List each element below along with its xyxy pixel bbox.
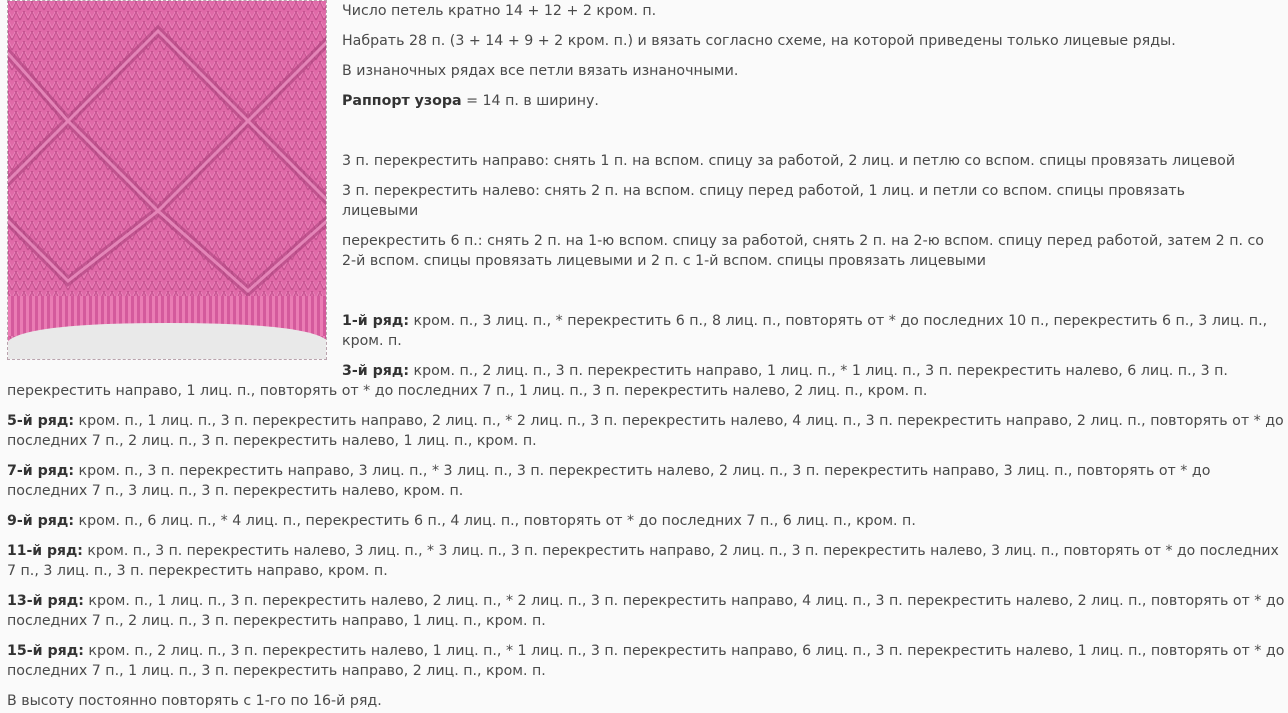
row-label: 5-й ряд: (7, 413, 75, 429)
knitting-swatch-photo (7, 0, 327, 360)
row-label: 1-й ряд: (342, 313, 410, 329)
row-text: кром. п., 3 лиц. п., * перекрестить 6 п., 8 лиц. п., повторять от * до последних 10 п., перекрестить 6 п., 3 лиц. п., (409, 313, 1268, 329)
row-label: 11-й ряд: (7, 543, 83, 559)
row-text: кром. п., 1 лиц. п., 3 п. перекрестить направо, 2 лиц. п., * 2 лиц. п., 3 п. перекрестить налево, 4 лиц. п., 3 п. перекрестить направо, 2 лиц. п., повторять от * до (74, 413, 1284, 429)
row-text: кром. п., 2 лиц. п., 3 п. перекрестить налево, 1 лиц. п., * 1 лиц. п., 3 п. перекрестить направо, 6 лиц. п., 3 п. перекрестить налево, 1 лиц. п., повторять от * до (83, 643, 1285, 659)
row-label: 7-й ряд: (7, 463, 75, 479)
stitch-count-text: Число петель кратно 14 + 12 + 2 кром. п. (342, 3, 657, 19)
row-9-line1 (7, 511, 916, 531)
legend-cross-left-line2: лицевыми (342, 203, 419, 219)
row-13-line2: последних 7 п., 2 лиц. п., 3 п. перекрестить направо, 1 лиц. п., кром. п. (7, 613, 546, 629)
legend-cross6-line1: перекрестить 6 п.: снять 2 п. на 1-ю вспом. спицу за работой, снять 2 п. на 2-ю вспом. спицу перед работой, затем 2 п. со (342, 233, 1264, 249)
row-label: 3-й ряд: (342, 363, 410, 379)
cast-on-text: Набрать 28 п. (3 + 14 + 9 + 2 кром. п.) и вязать согласно схеме, на которой приведены только лицевые ряды. (342, 33, 1176, 49)
row-13-line1 (7, 591, 1284, 611)
row-label: 15-й ряд: (7, 643, 84, 659)
row-1-line1 (342, 311, 1267, 331)
row-text: кром. п., 2 лиц. п., 3 п. перекрестить направо, 1 лиц. п., * 1 лиц. п., 3 п. перекрестить налево, 6 лиц. п., 3 п. (409, 363, 1228, 379)
row-7-line1 (7, 461, 1210, 481)
row-label: 13-й ряд: (7, 593, 84, 609)
legend-cross-left-line1: 3 п. перекрестить налево: снять 2 п. на вспом. спицу перед работой, 1 лиц. и петли со вспом. спицы провязать (342, 183, 1186, 199)
row-5-line1 (7, 411, 1284, 431)
row-5-line2: последних 7 п., 2 лиц. п., 3 п. перекрестить налево, 1 лиц. п., кром. п. (7, 433, 537, 449)
row-7-line2: последних 7 п., 3 лиц. п., 3 п. перекрестить налево, кром. п. (7, 483, 464, 499)
row-text: кром. п., 1 лиц. п., 3 п. перекрестить налево, 2 лиц. п., * 2 лиц. п., 3 п. перекрестить направо, 4 лиц. п., 3 п. перекрестить налево, 2 лиц. п., повторять от * до (83, 593, 1285, 609)
row-15-line1 (7, 641, 1284, 661)
row-15-line2: последних 7 п., 1 лиц. п., 3 п. перекрестить направо, 2 лиц. п., кром. п. (7, 663, 546, 679)
row-text: кром. п., 3 п. перекрестить налево, 3 лиц. п., * 3 лиц. п., 3 п. перекрестить направо, 2 лиц. п., 3 п. перекрестить налево, 3 лиц. п., повторять от * до последних (82, 543, 1279, 559)
repeat-text (342, 91, 599, 111)
footer-repeat-text: В высоту постоянно повторять с 1-го по 16-й ряд. (7, 693, 382, 709)
row-3-line2: перекрестить направо, 1 лиц. п., повторять от * до последних 7 п., 1 лиц. п., 3 п. перекрестить налево, 2 лиц. п., кром. п. (7, 383, 928, 399)
repeat-label: Раппорт узора (342, 93, 462, 109)
legend-cross-right: 3 п. перекрестить направо: снять 1 п. на вспом. спицу за работой, 2 лиц. и петлю со вспом. спицы провязать лицевой (342, 153, 1236, 169)
repeat-value: = 14 п. в ширину. (461, 93, 599, 109)
row-3-line1 (342, 361, 1228, 381)
row-11-line1 (7, 541, 1279, 561)
row-11-line2: 7 п., 3 лиц. п., 3 п. перекрестить направо, кром. п. (7, 563, 388, 579)
row-text: кром. п., 6 лиц. п., * 4 лиц. п., перекрестить 6 п., 4 лиц. п., повторять от * до последних 7 п., 6 лиц. п., кром. п. (74, 513, 916, 529)
row-1-line2: кром. п. (342, 333, 402, 349)
purl-rows-text: В изнаночных рядах все петли вязать изнаночными. (342, 63, 739, 79)
legend-cross6-line2: 2-й вспом. спицы провязать лицевыми и 2 п. с 1-й вспом. спицы провязать лицевыми (342, 253, 986, 269)
row-text: кром. п., 3 п. перекрестить направо, 3 лиц. п., * 3 лиц. п., 3 п. перекрестить налево, 2 лиц. п., 3 п. перекрестить направо, 3 лиц. п., повторять от * до (74, 463, 1211, 479)
row-label: 9-й ряд: (7, 513, 75, 529)
